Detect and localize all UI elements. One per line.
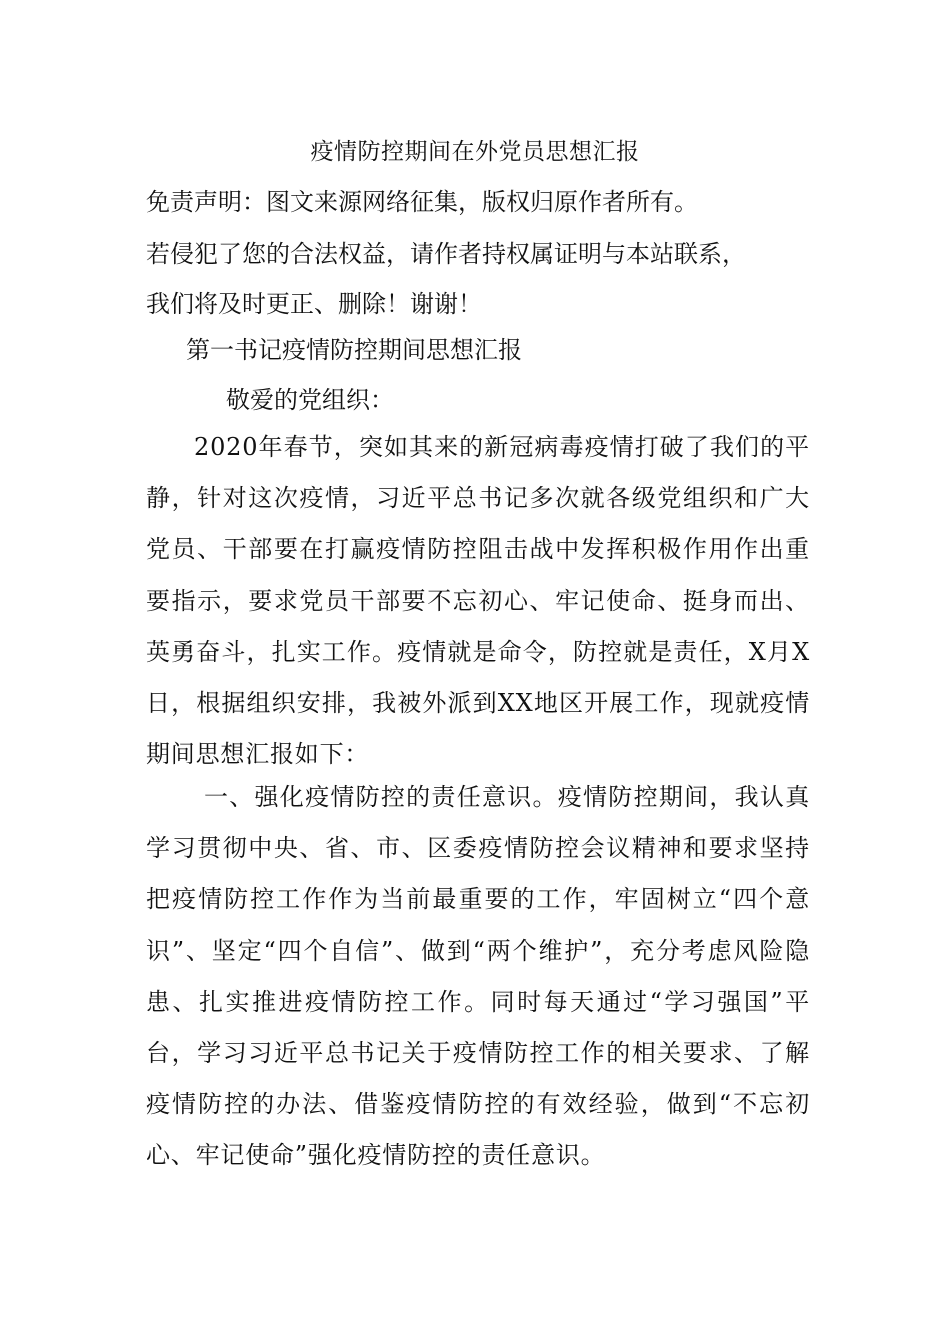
body-paragraph-1: 2020年春节，突如其来的新冠病毒疫情打破了我们的平静，针对这次疫情，习近平总书记多次就各级党组织和广大党员、干部要在打赢疫情防控阻击战中发挥积极作用作出重要指示，要求党员干部要不忘初心、牢记使命、挺身而出、英勇奋斗，扎实工作。疫情就是命令，防控就是责任，X月X日，根据组织安排，我被外派到XX地区开展工作，现就疫情期间思想汇报如下：	[146, 433, 810, 769]
disclaimer-line-1: 免责声明：图文来源网络征集，版权归原作者所有。	[146, 188, 698, 216]
body-paragraph-2-block	[146, 772, 810, 1182]
body-paragraph-2: 一、强化疫情防控的责任意识。疫情防控期间，我认真学习贯彻中央、省、市、区委疫情防控会议精神和要求坚持把疫情防控工作作为当前最重要的工作，牢固树立“四个意识”、坚定“四个自信”、做到“两个维护”，充分考虑风险隐患、扎实推进疫情防控工作。同时每天通过“学习强国”平台，学习习近平总书记关于疫情防控工作的相关要求、了解疫情防控的办法、借鉴疫情防控的有效经验，做到“不忘初心、牢记使命”强化疫情防控的责任意识。	[146, 783, 810, 1170]
body-paragraph-1-block	[146, 422, 810, 780]
disclaimer-line-3: 我们将及时更正、删除！谢谢！	[146, 290, 482, 318]
document-subtitle: 第一书记疫情防控期间思想汇报	[186, 336, 522, 364]
disclaimer-line-2: 若侵犯了您的合法权益，请作者持权属证明与本站联系，	[146, 240, 746, 268]
document-title: 疫情防控期间在外党员思想汇报	[310, 139, 640, 165]
salutation: 敬爱的党组织：	[226, 386, 394, 414]
